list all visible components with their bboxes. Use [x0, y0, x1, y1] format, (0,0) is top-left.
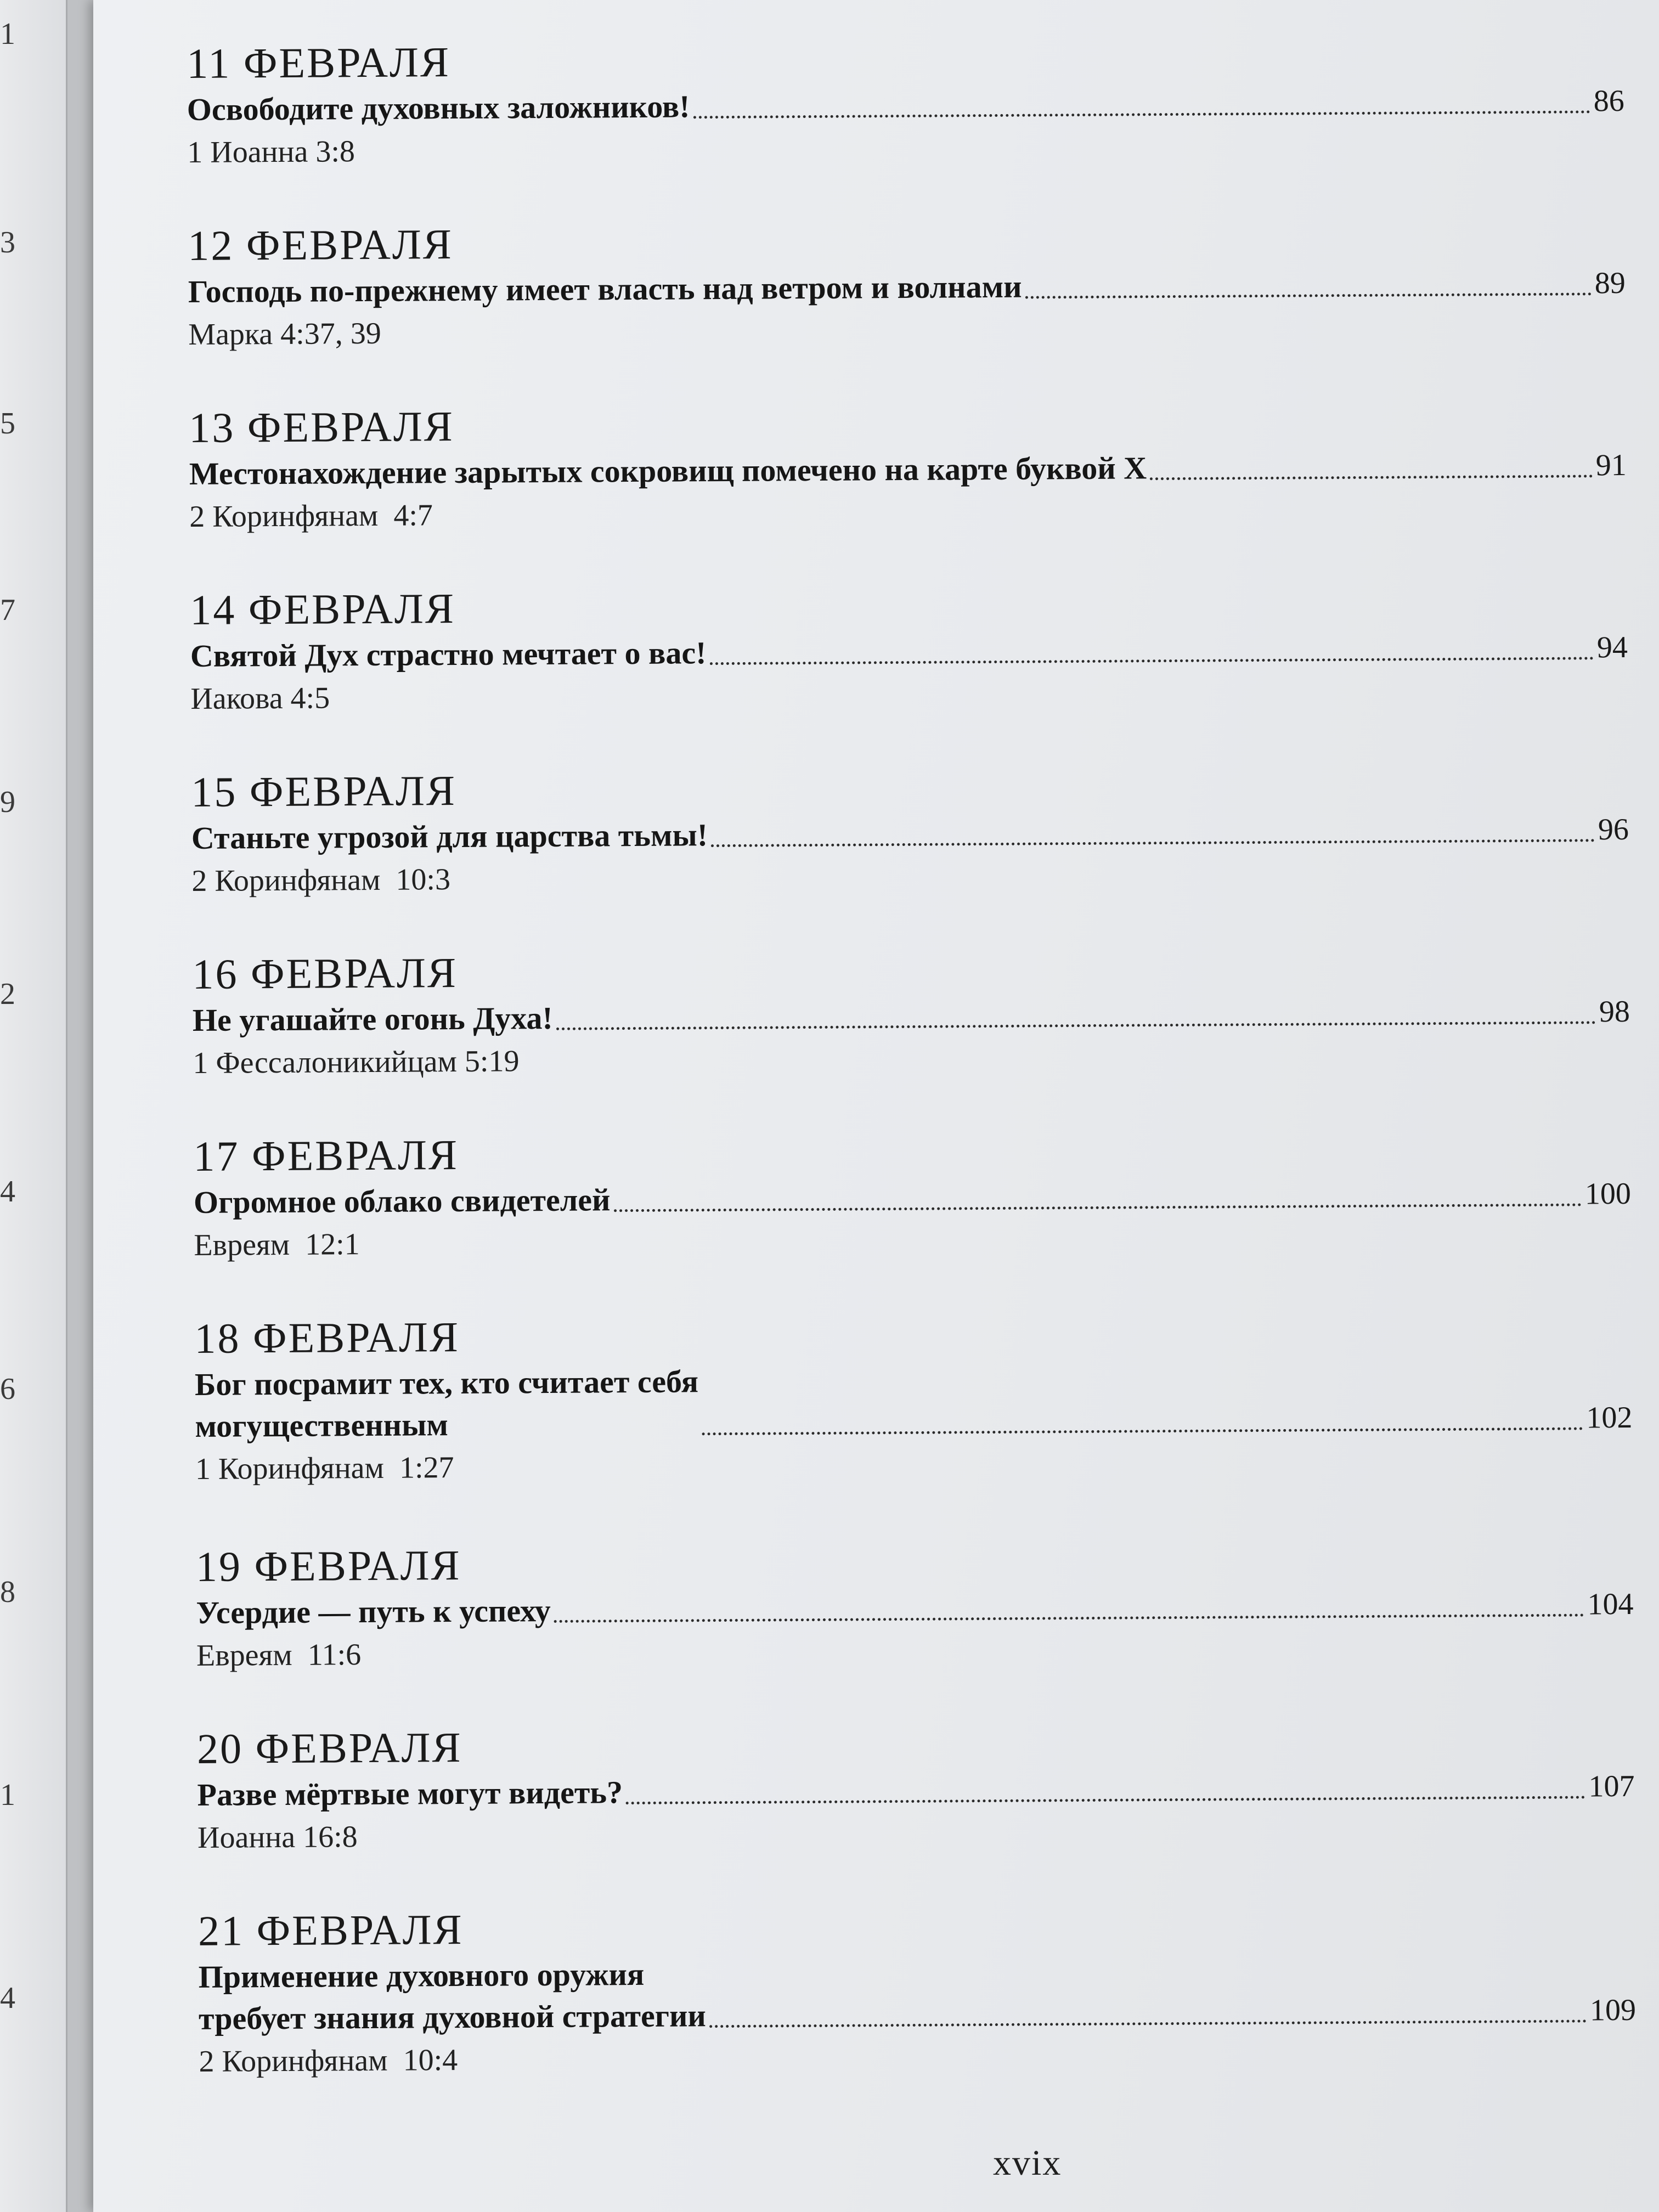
entry-date: 11 ФЕВРАЛЯ: [187, 38, 451, 87]
book-page: [93, 0, 1659, 2212]
margin-number: 4: [0, 1981, 15, 2015]
scripture-reference: 1 Иоанна 3:8: [187, 134, 356, 170]
margin-number: 7: [0, 593, 15, 627]
entry-date: 14 ФЕВРАЛЯ: [190, 584, 456, 634]
toc-entry: [193, 1122, 1632, 1313]
entry-page-number: 98: [1599, 994, 1630, 1029]
scripture-reference: Евреям 11:6: [196, 1638, 362, 1673]
entry-title: Усердие — путь к успеху: [196, 1592, 551, 1630]
toc-entry: [187, 30, 1625, 221]
scripture-reference: 2 Коринфянам 4:7: [189, 498, 433, 534]
toc-entry: [190, 576, 1628, 767]
entry-title-row: [198, 1948, 1636, 2040]
entry-title: Не угашайте огонь Духа!: [192, 1000, 553, 1038]
entry-page-number: 89: [1594, 266, 1626, 301]
entry-title: Господь по-прежнему имеет власть над ветром и волнами: [188, 268, 1022, 309]
dot-leader: [1025, 292, 1592, 298]
margin-number: 5: [0, 407, 15, 441]
entry-date: 15 ФЕВРАЛЯ: [191, 766, 457, 816]
entry-page-number: 104: [1587, 1587, 1634, 1622]
entry-page-number: 94: [1596, 630, 1628, 665]
entry-title: Применение духовного оружия требует знания духовной стратегии: [198, 1956, 707, 2036]
entry-date: 21 ФЕВРАЛЯ: [198, 1905, 464, 1955]
dot-leader: [1150, 475, 1593, 480]
dot-leader: [710, 657, 1594, 665]
scripture-reference: 1 Фессалоникийцам 5:19: [193, 1044, 520, 1080]
entry-page-number: 91: [1595, 448, 1627, 483]
entry-title-row: [195, 1355, 1633, 1447]
entry-title: Бог посрамит тех, кто считает себя могущественным: [194, 1363, 699, 1444]
scripture-reference: Марка 4:37, 39: [188, 316, 381, 352]
entry-page-number: 96: [1598, 812, 1629, 847]
margin-number: 4: [0, 1175, 15, 1209]
facing-page-edge: [0, 0, 67, 2212]
margin-number: 2: [0, 977, 15, 1011]
dot-leader: [709, 2019, 1587, 2028]
dot-leader: [554, 1613, 1584, 1622]
scripture-reference: 2 Коринфянам 10:3: [191, 862, 451, 898]
scripture-reference: 2 Коринфянам 10:4: [199, 2043, 458, 2079]
entry-title: Святой Дух страстно мечтает о вас!: [190, 635, 707, 674]
dot-leader: [702, 1427, 1583, 1435]
dot-leader: [711, 839, 1595, 847]
toc-entry: [192, 940, 1630, 1131]
entry-date: 16 ФЕВРАЛЯ: [192, 949, 458, 998]
entry-page-number: 100: [1584, 1176, 1632, 1211]
entry-date: 12 ФЕВРАЛЯ: [188, 220, 454, 269]
toc-entry: [198, 1897, 1637, 2134]
entry-date: 13 ФЕВРАЛЯ: [189, 402, 455, 452]
entry-page-number: 102: [1586, 1400, 1633, 1435]
margin-number: 1: [0, 17, 15, 51]
entry-date: 19 ФЕВРАЛЯ: [195, 1541, 461, 1590]
scripture-reference: 1 Коринфянам 1:27: [195, 1451, 454, 1486]
margin-number: 3: [0, 225, 15, 259]
toc-entry: [191, 758, 1629, 949]
margin-number: 6: [0, 1372, 15, 1406]
scripture-reference: Иакова 4:5: [190, 681, 330, 716]
toc-entry: [188, 212, 1626, 403]
entry-page-number: 109: [1589, 1993, 1637, 2028]
entry-title: Разве мёртвые могут видеть?: [197, 1774, 623, 1813]
entry-date: 20 ФЕВРАЛЯ: [196, 1723, 462, 1773]
table-of-contents: [187, 30, 1637, 2134]
dot-leader: [556, 1021, 1596, 1030]
entry-title: Освободите духовных заложников!: [187, 88, 690, 127]
toc-entry: [194, 1305, 1633, 1542]
entry-title: Огромное облако свидетелей: [193, 1182, 611, 1220]
entry-page-number: 86: [1593, 83, 1624, 119]
dot-leader: [693, 110, 1590, 119]
entry-date: 17 ФЕВРАЛЯ: [193, 1131, 459, 1180]
page-folio: xvix: [993, 2143, 1062, 2183]
margin-number: 1: [0, 1778, 15, 1812]
entry-page-number: 107: [1588, 1769, 1635, 1804]
toc-entry: [196, 1533, 1634, 1724]
scripture-reference: Иоанна 16:8: [197, 1820, 358, 1855]
toc-entry: [197, 1715, 1635, 1906]
entry-title: Станьте угрозой для царства тьмы!: [191, 817, 708, 856]
scripture-reference: Евреям 12:1: [194, 1227, 360, 1262]
margin-number: 8: [0, 1575, 15, 1609]
entry-title: Местонахождение зарытых сокровищ помечено на карте буквой X: [189, 450, 1147, 492]
toc-entry: [189, 394, 1627, 585]
dot-leader: [614, 1204, 1582, 1212]
dot-leader: [626, 1796, 1585, 1804]
entry-date: 18 ФЕВРАЛЯ: [194, 1313, 460, 1362]
margin-number: 9: [0, 785, 15, 819]
